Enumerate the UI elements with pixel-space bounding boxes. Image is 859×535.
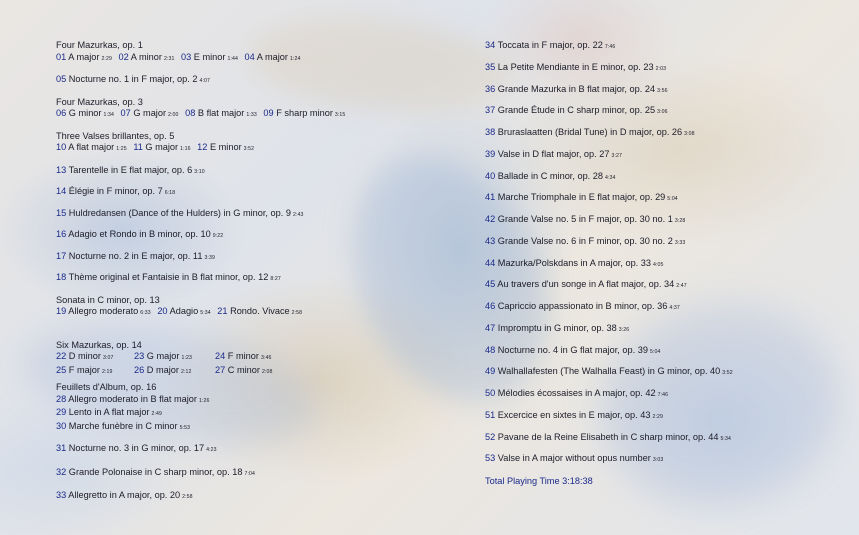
- group-title: Feuillets d'Album, op. 16: [56, 382, 157, 392]
- group-title: Sonata in C minor, op. 13: [56, 294, 160, 305]
- group-title: Six Mazurkas, op. 14: [56, 339, 142, 350]
- group-title: Four Mazurkas, op. 3: [56, 96, 143, 107]
- track-entry: 38 Bruraslaatten (Bridal Tune) in D major, op. 26 3:08: [485, 127, 695, 137]
- track-list: [56, 443, 466, 504]
- group-tracks: 01 A major 2:29 02 A minor 2:31 03 E minor 1:44 04 A major 1:24: [56, 51, 301, 62]
- track-entry: 17 Nocturne no. 2 in E major, op. 11 3:39: [56, 250, 215, 261]
- track-entry: 41 Marche Triomphale in E flat major, op. 29 5:04: [485, 192, 678, 203]
- track-entry: 34 Toccata in F major, op. 22 7:46: [485, 40, 616, 50]
- track-entry: 42 Grande Valse no. 5 in F major, op. 30 no. 1 3:28: [485, 214, 686, 224]
- track-entry: 51 Excercice en sixtes in E major, op. 43 2:29: [485, 409, 663, 420]
- track-entry: 43 Grande Valse no. 6 in F minor, op. 30 no. 2 3:33: [485, 235, 686, 246]
- track-entry: 16 Adagio et Rondo in B minor, op. 10 9:22: [56, 229, 224, 239]
- group-tracks: 10 A flat major 1:25 11 G major 1:16 12 E minor 3:52: [56, 142, 255, 152]
- tracklist-left-column: [56, 40, 466, 504]
- track-list: [485, 40, 845, 475]
- track-entry: 14 Élégie in F minor, op. 7 6:18: [56, 186, 176, 196]
- track-entry: 35 La Petite Mendiante in E minor, op. 23 2:03: [485, 61, 667, 72]
- group-title: Three Valses brillantes, op. 5: [56, 130, 175, 141]
- track-entry: 15 Huldredansen (Dance of the Hulders) in G minor, op. 9 2:43: [56, 207, 304, 218]
- track-entry: 50 Mélodies écossaises in A major, op. 42 7:46: [485, 388, 669, 398]
- track-entry: 49 Walhallafesten (The Walhalla Feast) in G minor, op. 40 3:52: [485, 366, 733, 377]
- track-entry: 46 Capriccio appassionato in B minor, op. 36 4:37: [485, 301, 680, 311]
- track-entry: 30 Marche funèbre in C minor 5:53: [56, 420, 191, 431]
- track-entry: 53 Valse in A major without opus number 3:03: [485, 453, 664, 464]
- group-tracks: 06 G minor 1:34 07 G major 2:00 08 B flat major 1:33 09 F sharp minor 3:15: [56, 108, 346, 118]
- track-entry: 31 Nocturne no. 3 in G minor, op. 17 4:23: [56, 443, 217, 453]
- track-entry: 18 Thème original et Fantaisie in B flat minor, op. 12 8:27: [56, 272, 281, 282]
- track-entry: 36 Grande Mazurka in B flat major, op. 24 3:56: [485, 83, 668, 94]
- group-title: Four Mazurkas, op. 1: [56, 40, 143, 50]
- total-playing-time: Total Playing Time 3:18:38: [485, 476, 593, 486]
- track-entry: 33 Allegretto in A major, op. 20 2:58: [56, 490, 193, 500]
- track-entry: 48 Nocturne no. 4 in G flat major, op. 39 5:04: [485, 344, 661, 355]
- group-tracks: 25 F major 2:19 26 D major 2:12 27 C minor 2:08: [56, 364, 273, 375]
- track-entry: 45 Au travers d'un songe in A flat major, op. 34 2:47: [485, 279, 687, 290]
- group-tracks: 22 D minor 3:07 23 G major 1:23 24 F minor 3:46: [56, 351, 272, 361]
- track-entry: 37 Grande Étude in C sharp minor, op. 25 3:06: [485, 105, 668, 116]
- track-entry: 32 Grande Polonaise in C sharp minor, op. 18 7:04: [56, 466, 255, 477]
- tracklist-right-column: [485, 40, 845, 498]
- track-entry: 47 Impromptu in G minor, op. 38 3:26: [485, 322, 630, 333]
- track-entry: 29 Lento in A flat major 2:49: [56, 407, 162, 417]
- track-entry: 52 Pavane de la Reine Elisabeth in C sharp minor, op. 44 5:34: [485, 431, 731, 442]
- track-entry: 13 Tarentelle in E flat major, op. 6 3:10: [56, 164, 205, 175]
- track-entry: 40 Ballade in C minor, op. 28 4:34: [485, 170, 616, 181]
- track-entry: 28 Allegro moderato in B flat major 1:26: [56, 393, 210, 404]
- track-list: [56, 165, 466, 286]
- track-entry: 44 Mazurka/Polskdans in A major, op. 33 4:05: [485, 257, 664, 268]
- track-entry: 05 Nocturne no. 1 in F major, op. 2 4:07: [56, 74, 210, 84]
- track-entry: 39 Valse in D flat major, op. 27 3:27: [485, 148, 622, 159]
- group-tracks: 19 Allegro moderato 6:33 20 Adagio 5:34 21 Rondo. Vivace 2:58: [56, 306, 303, 316]
